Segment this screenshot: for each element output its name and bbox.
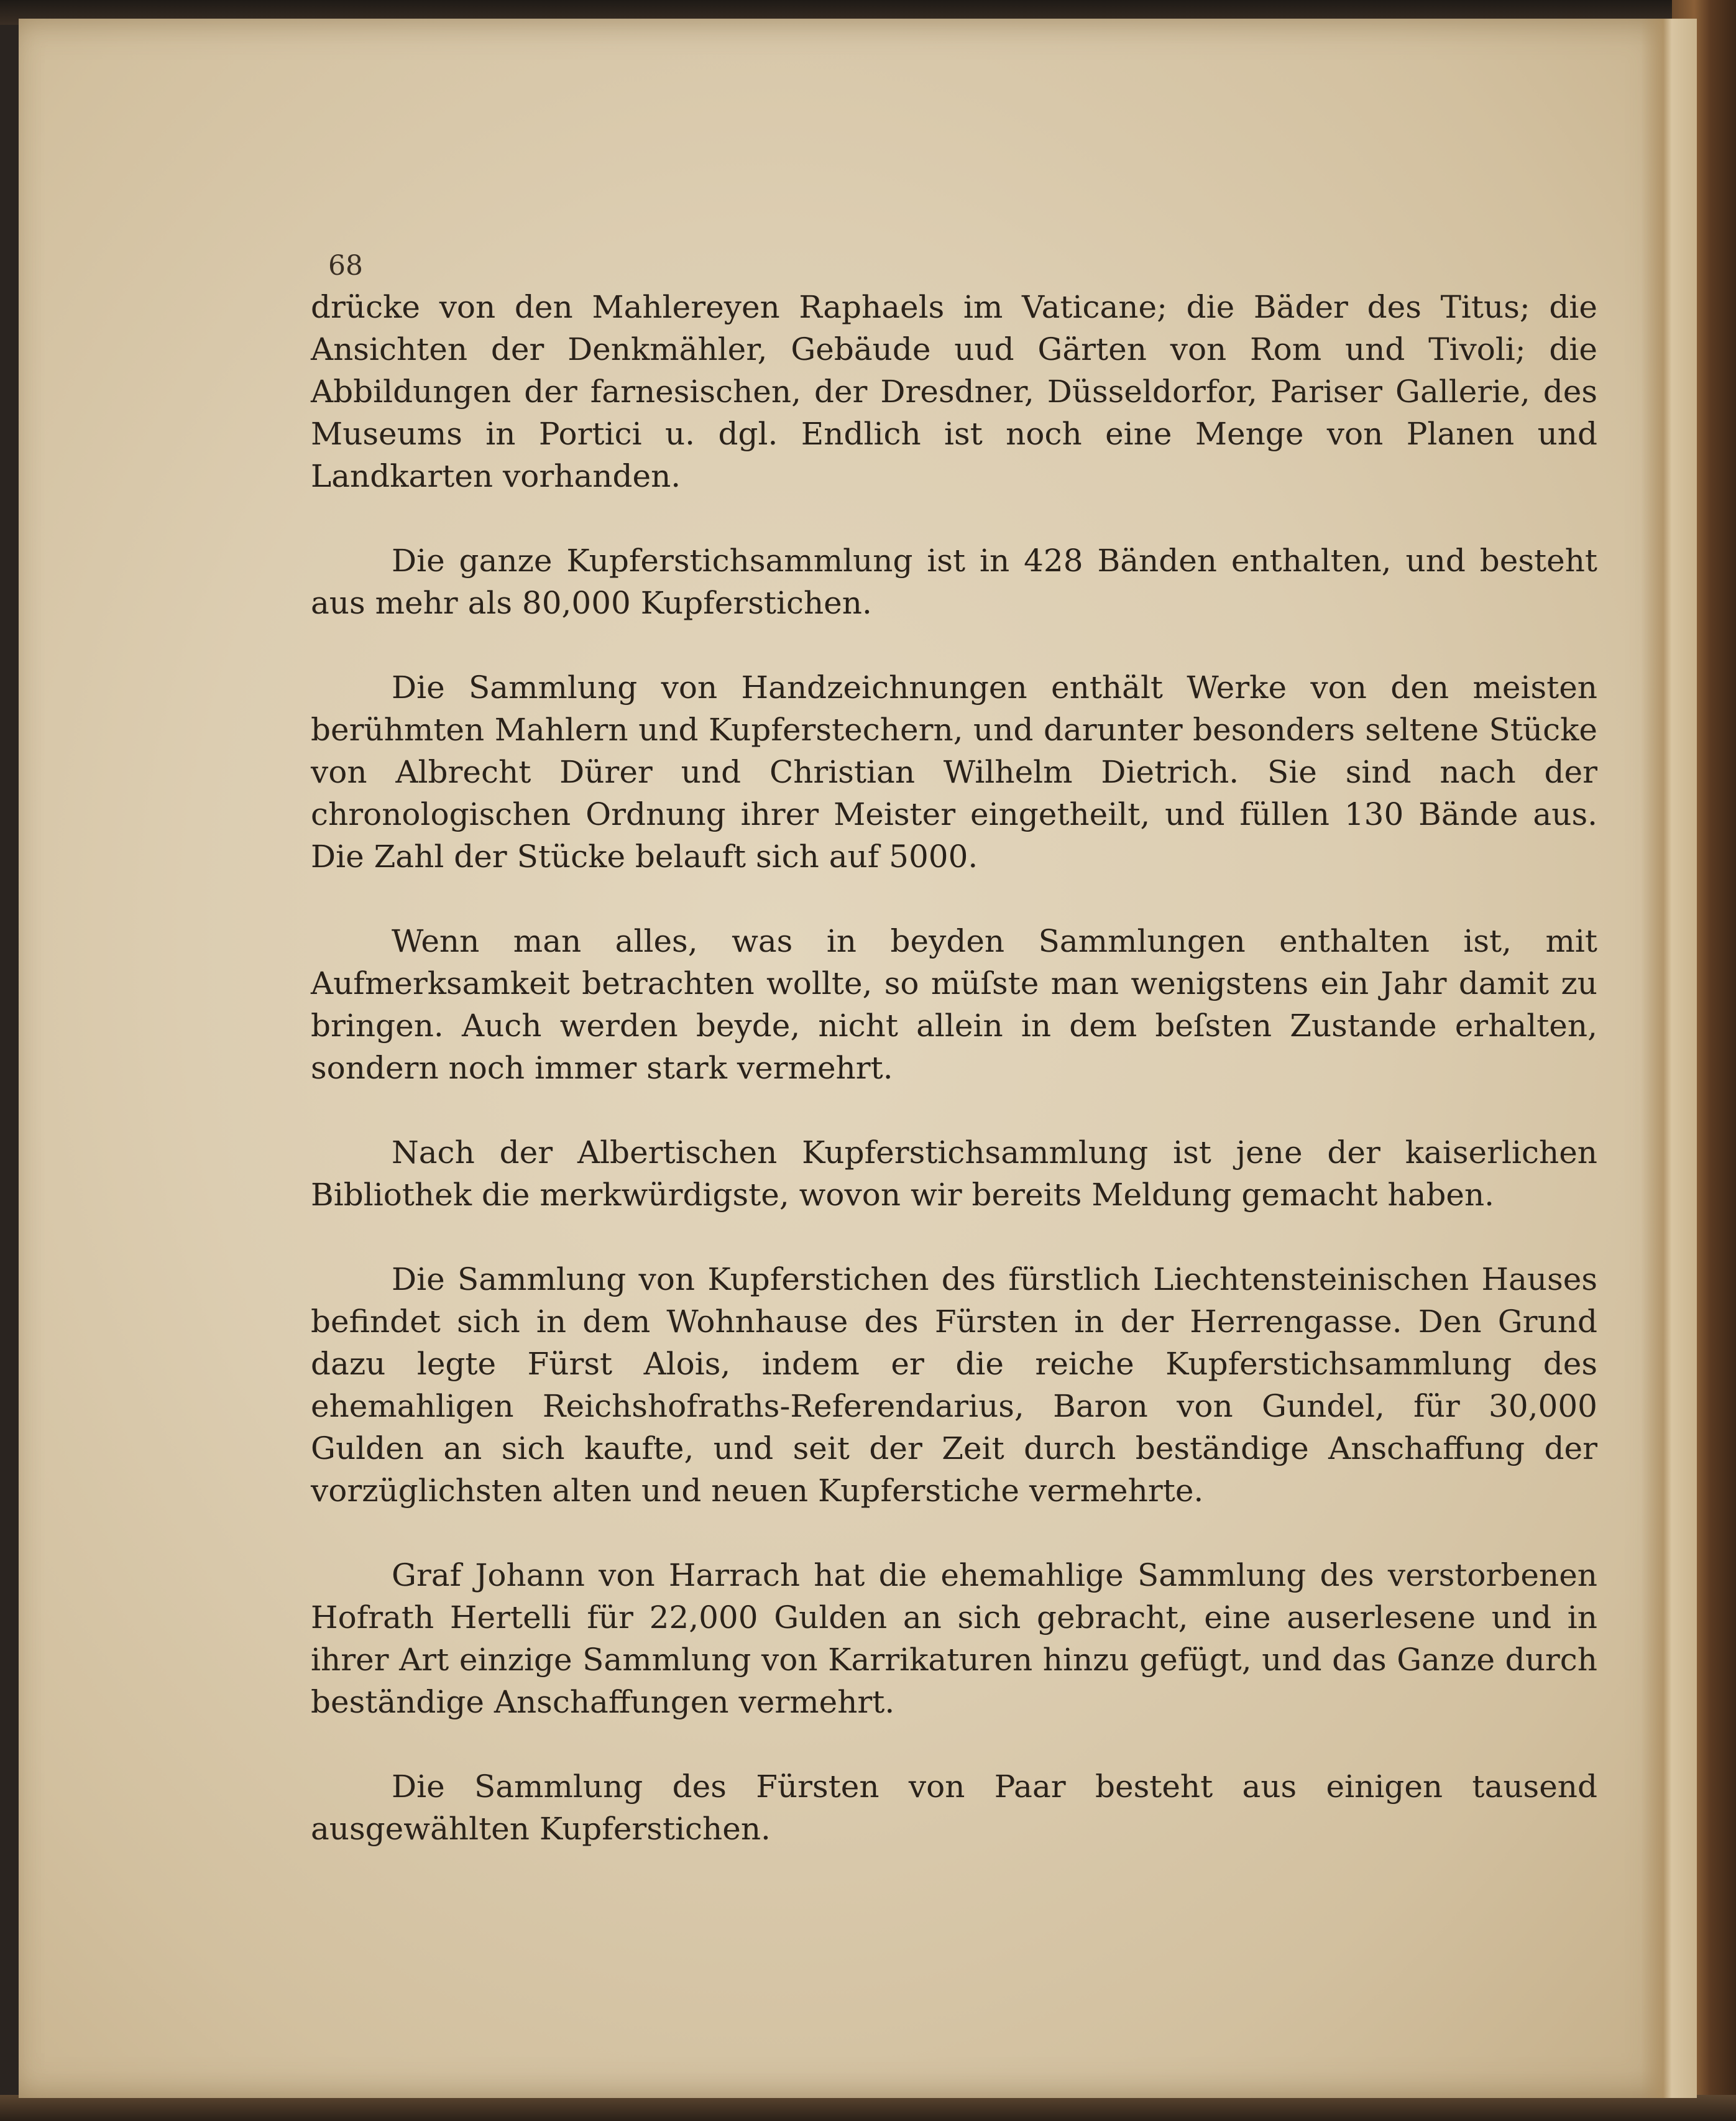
book-edge-bottom	[0, 2095, 1736, 2121]
page-gutter-curl	[1641, 19, 1697, 2098]
paragraph: Die Sammlung des Fürsten von Paar besteht aus einigen tausend ausgewählten Kupferstichen.	[311, 1769, 1597, 1847]
paragraph: Die Sammlung von Handzeichnungen enthält Werke von den meisten berühmten Mahlern und Kupferstechern, und darunter besonders seltene Stücke von Albrecht Dürer und Christian Wilhelm Dietrich. Sie sind nach der chronologischen Ordnung ihrer Meister eingetheilt, und füllen 130 Bände aus. Die Zahl der Stücke belauft sich auf 5000.	[311, 669, 1597, 875]
paragraph: drücke von den Mahlereyen Raphaels im Vaticane; die Bäder des Titus; die Ansichten der Denkmähler, Gebäude uud Gärten von Rom und Tivoli; die Abbildungen der farnesischen, der Dresdner, Düsseldorfor, Pariser Gallerie, des Museums in Portici u. dgl. Endlich ist noch eine Menge von Planen und Landkarten vorhanden.	[311, 289, 1597, 494]
paragraph: Graf Johann von Harrach hat die ehemahlige Sammlung des verstorbenen Hofrath Hertelli für 22,000 Gulden an sich gebracht, eine auserlesene und in ihrer Art einzige Sammlung von Karrikaturen hinzu gefügt, und das Ganze durch beständige Anschaffungen vermehrt.	[311, 1557, 1597, 1720]
body-text	[311, 249, 1597, 1850]
paragraph: Die Sammlung von Kupferstichen des fürstlich Liechtensteinischen Hauses befindet sich in dem Wohnhause des Fürsten in der Herrengasse. Den Grund dazu legte Fürst Alois, indem er die reiche Kupferstichsammlung des ehemahligen Reichshofraths-Referendarius, Baron von Gundel, für 30,000 Gulden an sich kaufte, und seit der Zeit durch beständige Anschaffung der vorzüglichsten alten und neuen Kupferstiche vermehrte.	[311, 1261, 1597, 1509]
paragraph: Die ganze Kupferstichsammlung ist in 428 Bänden enthalten, und besteht aus mehr als 80,000 Kupferstichen.	[311, 543, 1597, 621]
paragraph: Wenn man alles, was in beyden Sammlungen enthalten ist, mit Aufmerksamkeit betrachten wollte, so müſste man wenigstens ein Jahr damit zu bringen. Auch werden beyde, nicht allein in dem beſsten Zustande erhalten, sondern noch immer stark vermehrt.	[311, 923, 1597, 1086]
paragraph: Nach der Albertischen Kupferstichsammlung ist jene der kaiserlichen Bibliothek die merkwürdigste, wovon wir bereits Meldung gemacht haben.	[311, 1134, 1597, 1213]
page-number: 68	[328, 250, 363, 282]
